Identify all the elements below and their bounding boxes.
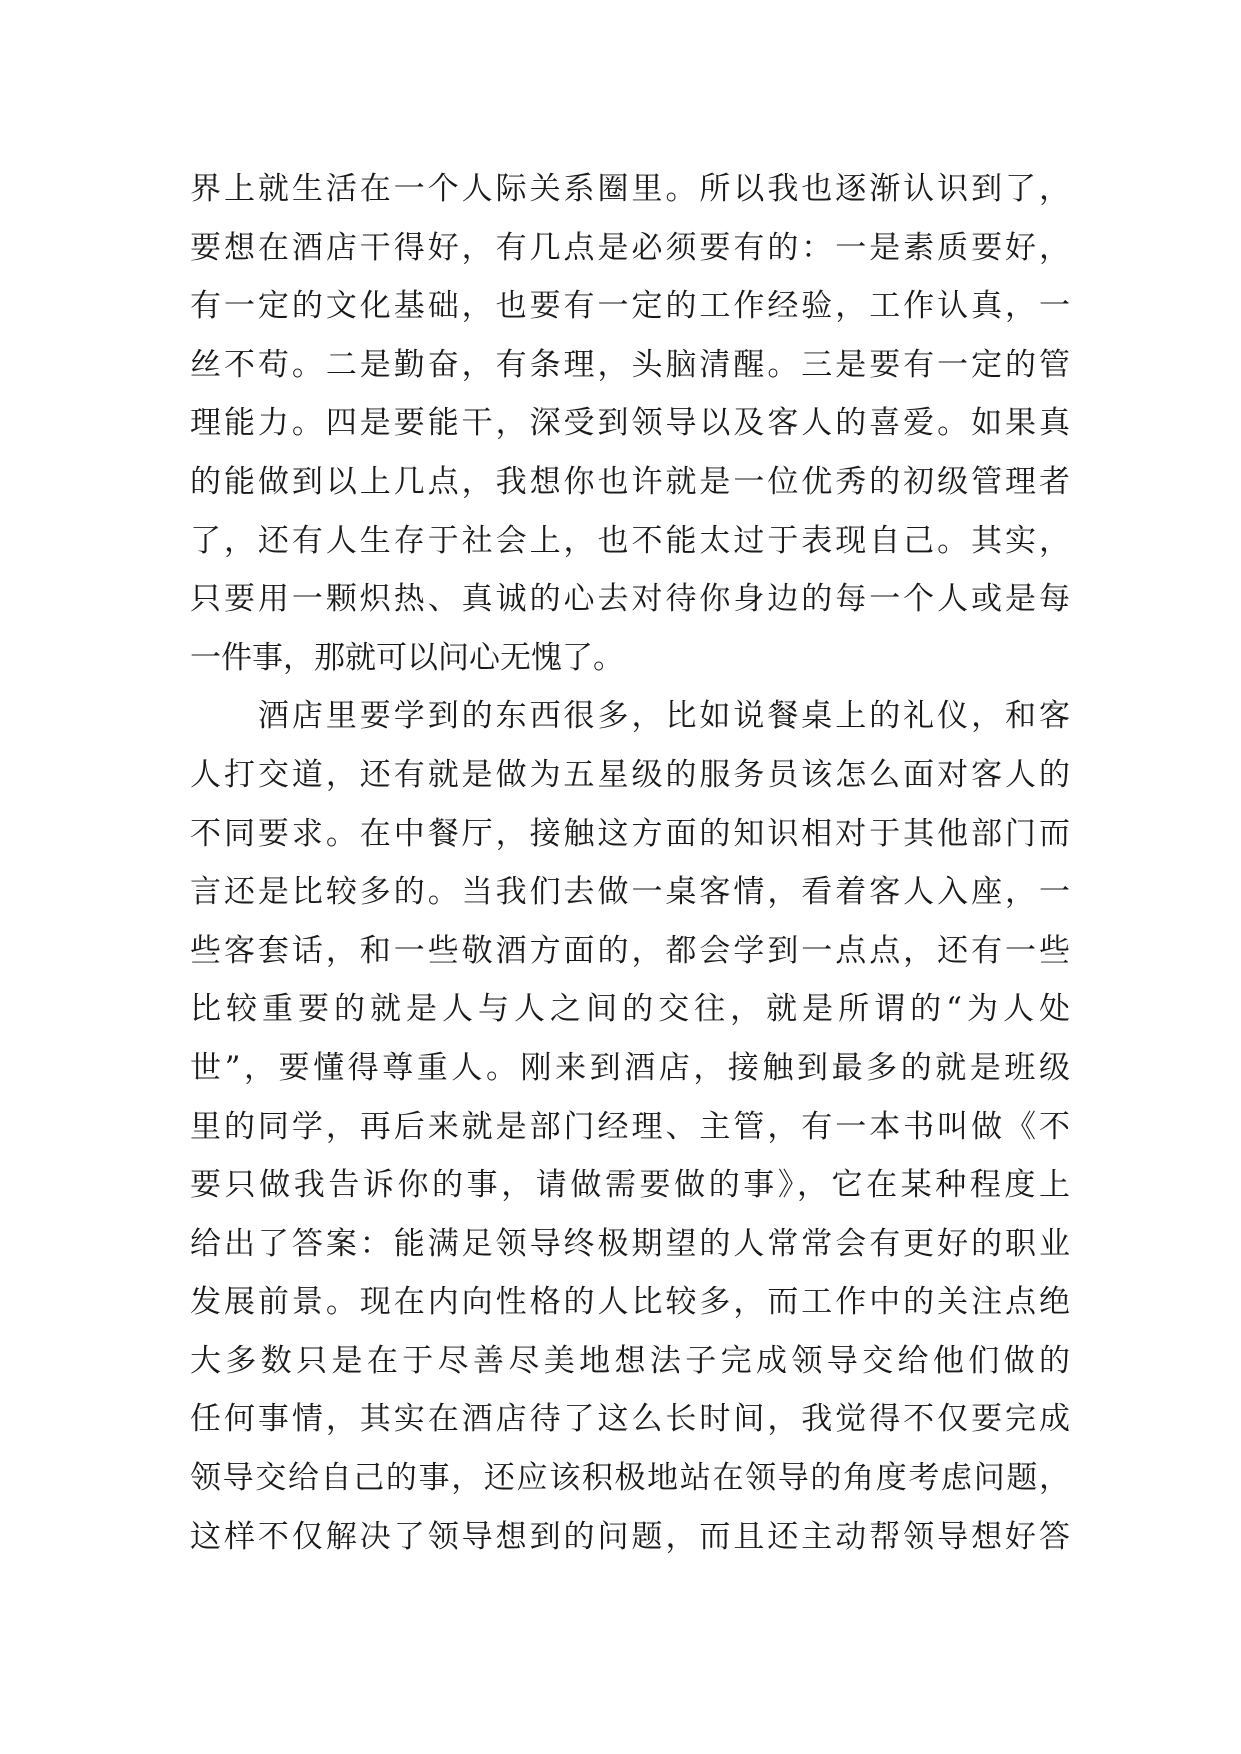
text-line: 领导交给自己的事，还应该积极地站在领导的角度考虑问题，: [190, 1460, 1070, 1497]
text-line: 只要用一颗炽热、真诚的心去对待你身边的每一个人或是每: [190, 581, 1070, 618]
text-line: 理能力。四是要能干，深受到领导以及客人的喜爱。如果真: [190, 405, 1070, 442]
text-line: 发展前景。现在内向性格的人比较多，而工作中的关注点绝: [190, 1284, 1070, 1321]
text-line: 丝不苟。二是勤奋，有条理，头脑清醒。三是要有一定的管: [190, 346, 1070, 383]
text-line: 给出了答案：能满足领导终极期望的人常常会有更好的职业: [190, 1225, 1070, 1262]
text-line: 的能做到以上几点，我想你也许就是一位优秀的初级管理者: [190, 463, 1070, 500]
paragraph-start-line: 酒店里要学到的东西很多，比如说餐桌上的礼仪，和客: [190, 698, 1070, 735]
body-text: [190, 160, 1070, 1566]
text-line: 任何事情，其实在酒店待了这么长时间，我觉得不仅要完成: [190, 1401, 1070, 1438]
paragraph-end-line: 一件事，那就可以问心无愧了。: [190, 639, 624, 676]
text-line: 人打交道，还有就是做为五星级的服务员该怎么面对客人的: [190, 756, 1070, 793]
text-line: 言还是比较多的。当我们去做一桌客情，看着客人入座，一: [190, 874, 1070, 911]
text-line: 这样不仅解决了领导想到的问题，而且还主动帮领导想好答: [190, 1518, 1070, 1555]
text-line: 要想在酒店干得好，有几点是必须要有的：一是素质要好，: [190, 229, 1070, 266]
text-line: 比较重要的就是人与人之间的交往，就是所谓的“为人处: [190, 991, 1070, 1028]
text-line: 些客套话，和一些敬酒方面的，都会学到一点点，还有一些: [190, 932, 1070, 969]
text-line: 要只做我告诉你的事，请做需要做的事》，它在某种程度上: [190, 1167, 1070, 1204]
text-line: 有一定的文化基础，也要有一定的工作经验，工作认真，一: [190, 288, 1070, 325]
text-line: 大多数只是在于尽善尽美地想法子完成领导交给他们做的: [190, 1342, 1070, 1379]
text-line: 世”，要懂得尊重人。刚来到酒店，接触到最多的就是班级: [190, 1049, 1070, 1086]
text-line: 不同要求。在中餐厅，接触这方面的知识相对于其他部门而: [190, 815, 1070, 852]
text-line: 里的同学，再后来就是部门经理、主管，有一本书叫做《不: [190, 1108, 1070, 1145]
text-line: 了，还有人生存于社会上，也不能太过于表现自己。其实，: [190, 522, 1070, 559]
text-line: 界上就生活在一个人际关系圈里。所以我也逐渐认识到了，: [190, 171, 1070, 207]
